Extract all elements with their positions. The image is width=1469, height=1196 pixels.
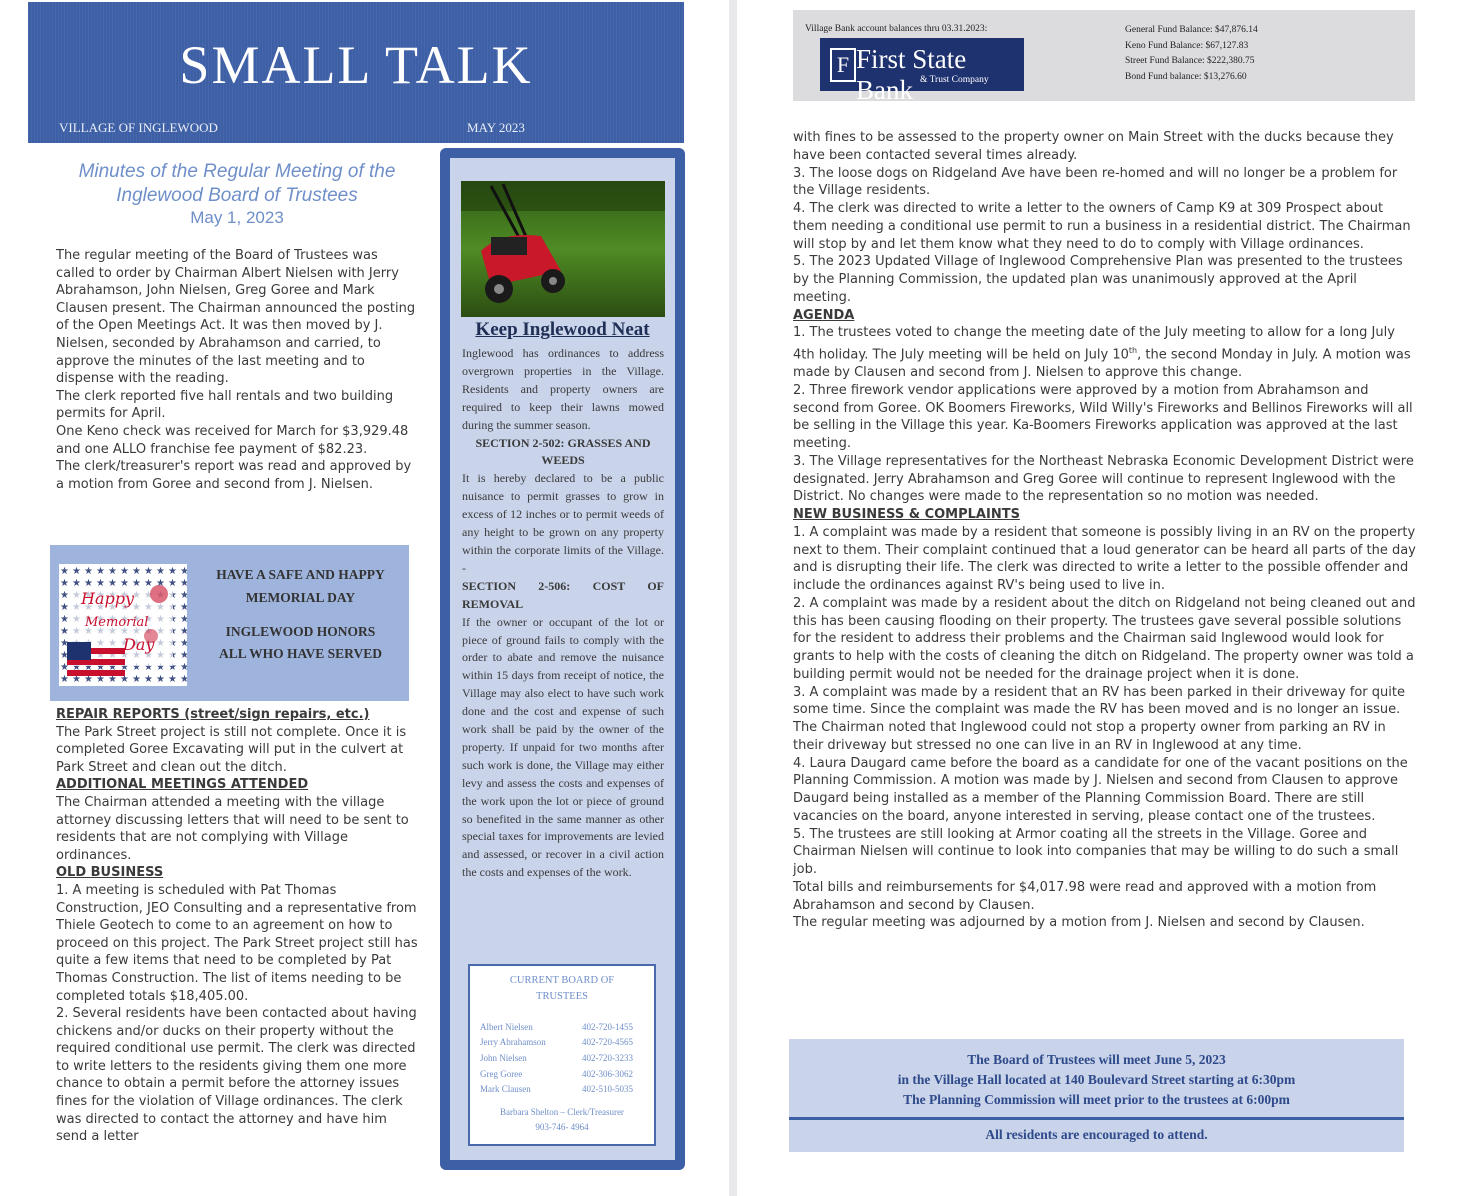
intro-text: [56, 247, 418, 493]
table-row: Jerry Abrahamson 402-720-4565: [480, 1037, 633, 1048]
issue-date: MAY 2023: [467, 120, 525, 135]
fund-balance: Street Fund Balance: $222,380.75: [1125, 56, 1255, 67]
divider: [789, 1117, 1404, 1120]
notice-line: The Planning Commission will meet prior to the trustees at 6:00pm: [903, 1092, 1290, 1107]
meeting-notice-box: [789, 1039, 1404, 1152]
memorial-day-image: [59, 564, 187, 686]
attend-notice: All residents are encouraged to attend.: [985, 1127, 1208, 1142]
paragraph: 2. Three firework vendor applications were approved by a motion from Abrahamson and second from Goree. OK Boomers Fireworks, Wild Willy's Fireworks and Bellinos Fireworks will all be selling in the Village this year. Ka-Boomers Fireworks application was approved at the last meeting.: [793, 382, 1413, 452]
table-row: Mark Clausen 402-510-5035: [480, 1084, 633, 1095]
paragraph: If the owner or occupant of the lot or piece of ground fails to comply with the order to abate and remove the nuisance within 15 days from receipt of notice, the Village may also elect to have such work done and the cost and expense of such work shall be paid by the owner of the property. If unpaid for two months after such work is done, the Village may either levy and assess the costs and expenses of the work upon the lot or piece of ground so benefited in the same manner as other special taxes for improvements are levied and assessed, or recover in a civil action the costs and expenses of the work.: [462, 614, 664, 880]
memorial-message: MEMORIAL DAY: [245, 590, 356, 605]
paragraph: The clerk/treasurer's report was read and approved by a motion from Goree and second from J. Nielsen.: [56, 459, 412, 492]
paragraph: The regular meeting of the Board of Trustees was called to order by Chairman Albert Nielsen with Jerry Abrahamson, John Nielsen, Greg Goree and Mark Clausen present. The Chairman announced the posting of the Open Meetings Act. It was then moved by J. Nielsen, seconded by Abrahamson and carried, to approve the minutes of the last meeting and to dispense with the reading.: [56, 248, 416, 387]
fund-balance: General Fund Balance: $47,876.14: [1125, 25, 1258, 35]
paragraph: 4. The clerk was directed to write a letter to the owners of Camp K9 at 309 Prospect about them needing a conditional use permit to run a business in a residential district. The Chairman will stop by and let them know what they need to do to comply with Village ordinances.: [793, 201, 1411, 252]
sidebar-title: Keep Inglewood Neat: [475, 319, 650, 340]
fund-balance: Keno Fund Balance: $67,127.83: [1125, 40, 1249, 51]
reports-text: [56, 706, 420, 1146]
paragraph: 3. The loose dogs on Ridgeland Ave have been re-homed and will no longer be a problem for the Village residents.: [793, 165, 1398, 199]
paragraph: 5. The trustees are still looking at Armor coating all the streets in the Village. Goree and Chairman Nielsen will continue to look into companies that may be willing to do such a small job.: [793, 826, 1399, 878]
bank-logo: F First State Bank & Trust Company: [820, 38, 1024, 91]
board-heading: CURRENT BOARD OF TRUSTEES: [509, 975, 615, 1002]
paragraph: The Park Street project is still not complete. Once it is completed Goree Excavating will put in the culvert at Park Street and clean out the ditch.: [56, 724, 407, 775]
minutes-date: May 1, 2023: [190, 208, 284, 227]
section-heading: SECTION 2-506: COST OF REMOVAL: [462, 578, 664, 611]
newsletter-page-2: [737, 0, 1469, 1196]
fund-balances: [1125, 23, 1258, 86]
paragraph: 5. The 2023 Updated Village of Inglewood Comprehensive Plan was presented to the trustees by the Planning Commission, the updated plan was unanimously approved at the April meeting.: [793, 254, 1403, 305]
section-heading: NEW BUSINESS & COMPLAINTS: [793, 507, 1020, 523]
memorial-message: INGLEWOOD HONORS: [225, 624, 376, 639]
section-heading: ADDITIONAL MEETINGS ATTENDED: [56, 777, 309, 793]
board-of-trustees-box: [468, 964, 656, 1146]
table-row: Greg Goree 402-306-3062: [480, 1068, 633, 1079]
memorial-message: ALL WHO HAVE SERVED: [219, 646, 382, 661]
paragraph: It is hereby declared to be a public nuisance to permit grasses to grow in excess of 12 inches or to permit weeds of any height to be grown on any property within the corporate limits of the Village. -: [462, 471, 664, 575]
memorial-message: HAVE A SAFE AND HAPPY: [216, 567, 385, 582]
paragraph: 2. A complaint was made by a resident about the ditch on Ridgeland not being cleaned out and this has been causing flooding on their property. The trustees gave several possible solutions for the resident to address their problems and the Chairman said Inglewood would look for grants to help with the costs of cleaning the ditch on Ridgeland. The property owner was told a building permit would not be needed for the drainage project when it is done.: [793, 595, 1416, 682]
section-heading: REPAIR REPORTS (street/sign repairs, etc.): [56, 707, 370, 722]
paragraph: 3. The Village representatives for the Northeast Nebraska Economic Development District were designated. Jerry Abrahamson and Greg Goree will continue to represent Inglewood with the District. No changes were made to the representation so no motion was needed.: [793, 453, 1414, 505]
keep-inglewood-neat-sidebar: [440, 148, 685, 1170]
minutes-heading: Minutes of the Regular Meeting of the Inglewood Board of Trustees: [78, 161, 396, 206]
paragraph: 3. A complaint was made by a resident that an RV has been parked in their driveway for quite some time. Since the complaint was made the RV has been moved and is no longer an issue. The Chairman noted that Inglewood could not stop a property owner from parking an RV in their driveway but stressed no one can live in an RV in Inglewood at any time.: [793, 684, 1405, 753]
badge-word: Happy: [81, 589, 135, 608]
table-row: Albert Nielsen 402-720-1455: [480, 1021, 633, 1032]
paragraph: Total bills and reimbursements for $4,017.98 were read and approved with a motion from Abrahamson and second by Clausen.: [793, 879, 1377, 913]
paragraph: 4. Laura Daugard came before the board as a candidate for one of the vacant positions on the Planning Commission. A motion was made by J. Nielsen and second from Clausen to approve Daugard being installed as a member of the Planning Commission Board. There are still vacancies on the board, anyone interested in serving, please contact one of the trustees.: [793, 755, 1408, 824]
lawn-mower-image: [461, 181, 665, 317]
balances-label: Village Bank account balances thru 03.31.2023:: [805, 24, 988, 34]
section-heading: SECTION 2-502: GRASSES AND WEEDS: [475, 435, 651, 468]
clerk-contact: Barbara Shelton – Clerk/Treasurer 903-746- 4964: [500, 1106, 624, 1132]
paragraph: The regular meeting was adjourned by a motion from J. Nielsen and second by Clausen.: [793, 915, 1365, 931]
table-row: John Nielsen 402-720-3233: [480, 1052, 633, 1063]
village-name: VILLAGE OF INGLEWOOD: [59, 120, 218, 135]
stars-flag-icon: [59, 564, 187, 686]
paragraph: 1. The trustees voted to change the meeting date of the July meeting to allow for a long July 4th holiday. The July meeting will be held on July 10th, the second Monday in July. A motion was made by Clausen and second from J. Nielsen to approve this change.: [793, 325, 1411, 381]
lawn-mower-icon: [461, 181, 665, 317]
paragraph: with fines to be assessed to the property owner on Main Street with the ducks because they have been contacted several times already.: [793, 130, 1394, 163]
bank-logo-icon: F: [830, 48, 856, 82]
paragraph: One Keno check was received for March for $3,929.48 and one ALLO franchise fee payment of $82.23.: [56, 423, 409, 457]
bank-balances-box: [793, 10, 1415, 105]
section-heading: AGENDA: [793, 307, 855, 323]
paragraph: Inglewood has ordinances to address overgrown properties in the Village. Residents and property owners are required to keep their lawns mowed during the summer season.: [462, 346, 664, 432]
paragraph: 2. Several residents have been contacted about having chickens and/or ducks on their property without the required conditional use permit. The clerk was directed to write letters to the residents giving them one more chance to obtain a permit before the attorney issues fines for the violation of Village ordinances. The clerk was directed to contact the attorney and have him send a letter: [56, 1006, 417, 1145]
paragraph: 1. A complaint was made by a resident that someone is possibly living in an RV on the property next to them. Their complaint continued that a loud generator can be heard all parts of the day and is disrupting their life. The clerk was directed to write a letter to the possible offender and include the ordinances against RV's being used to live in.: [793, 524, 1416, 594]
memorial-day-box: [50, 545, 409, 701]
paragraph: The Chairman attended a meeting with the village attorney discussing letters that will need to be sent to residents that are not complying with Village ordinances.: [56, 794, 409, 863]
trustees-table: [480, 1019, 633, 1097]
minutes-continued: [793, 129, 1417, 932]
notice-line: The Board of Trustees will meet June 5, 2023: [967, 1052, 1226, 1067]
paragraph: The clerk reported five hall rentals and two building permits for April.: [56, 388, 394, 422]
masthead: [28, 2, 684, 143]
badge-word: Memorial: [85, 615, 149, 630]
section-heading: OLD BUSINESS: [56, 865, 164, 881]
badge-word: Day: [123, 635, 155, 654]
newsletter-title: SMALL TALK: [179, 35, 533, 95]
newsletter-page-1: [0, 0, 729, 1196]
ordinance-text: [462, 345, 664, 882]
notice-line: in the Village Hall located at 140 Boulevard Street starting at 6:30pm: [897, 1072, 1296, 1087]
paragraph: 1. A meeting is scheduled with Pat Thomas Construction, JEO Consulting and a representative from Thiele Geotech to come to an agreement on how to proceed on this project. The Park Street project still has quite a few items that need to be completed by Pat Thomas Construction. The list of items needing to be completed totals $18,405.00.: [56, 882, 418, 1004]
fund-balance: Bond Fund balance: $13,276.60: [1125, 72, 1247, 83]
